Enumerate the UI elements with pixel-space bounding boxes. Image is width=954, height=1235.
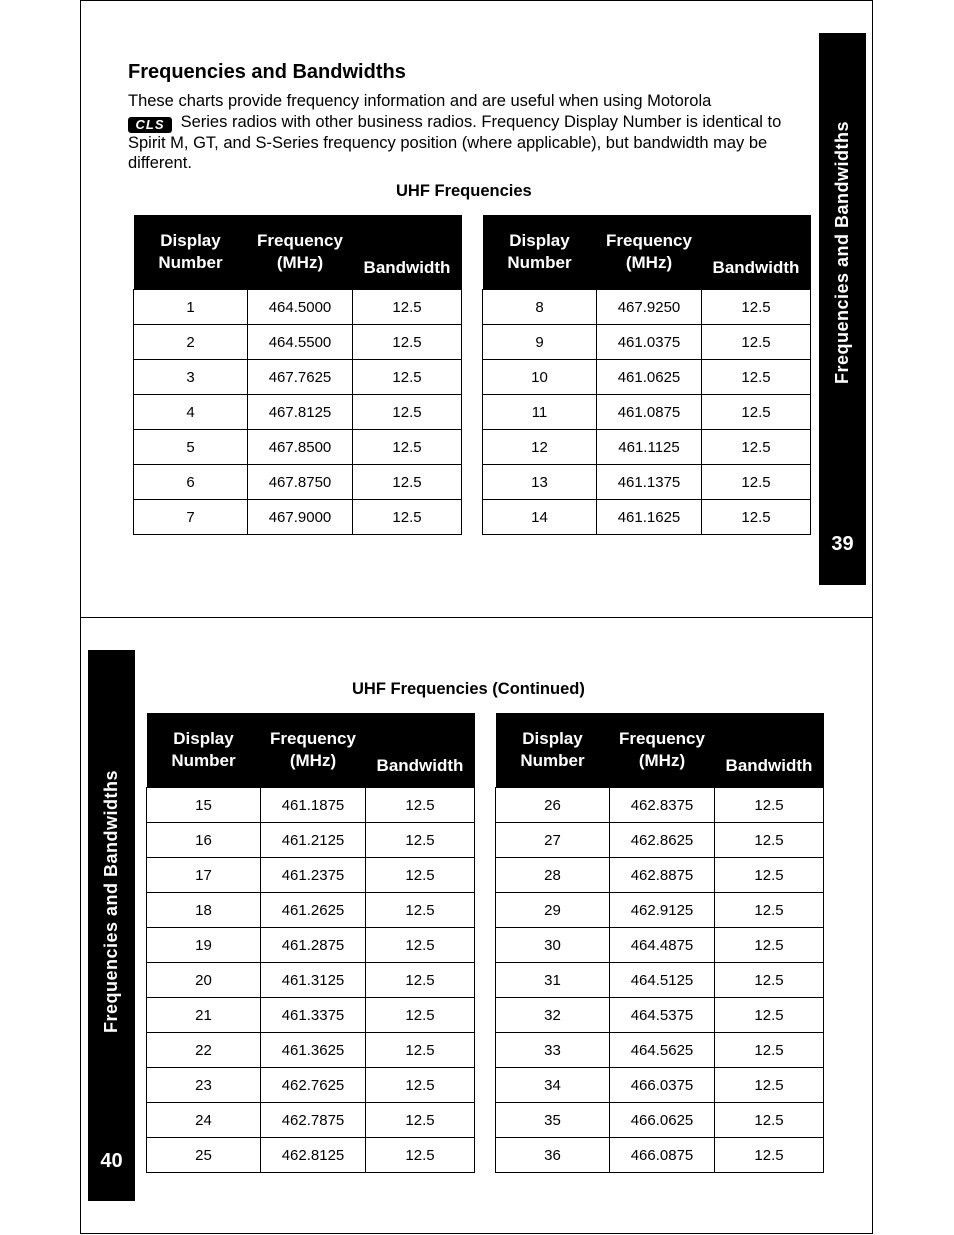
cell-bandwidth: 12.5 bbox=[353, 360, 462, 395]
cell-frequency: 467.7625 bbox=[248, 360, 353, 395]
table-row bbox=[483, 500, 811, 535]
table-row bbox=[496, 823, 824, 858]
cell-bandwidth: 12.5 bbox=[702, 430, 811, 465]
cls-logo: CLS bbox=[128, 117, 172, 133]
table-row bbox=[483, 465, 811, 500]
cell-display-number: 20 bbox=[147, 963, 261, 998]
intro-paragraph bbox=[128, 91, 798, 174]
side-tab-39 bbox=[819, 33, 866, 585]
cell-display-number: 5 bbox=[134, 430, 248, 465]
cell-display-number: 4 bbox=[134, 395, 248, 430]
page-number: 40 bbox=[100, 1150, 123, 1172]
cell-bandwidth: 12.5 bbox=[702, 360, 811, 395]
cell-frequency: 467.8750 bbox=[248, 465, 353, 500]
cell-bandwidth: 12.5 bbox=[715, 998, 824, 1033]
cell-bandwidth: 12.5 bbox=[366, 998, 475, 1033]
cell-bandwidth: 12.5 bbox=[715, 893, 824, 928]
table-row bbox=[134, 290, 462, 325]
cell-frequency: 462.9125 bbox=[610, 893, 715, 928]
frequency-table-3 bbox=[146, 713, 475, 1173]
cell-display-number: 23 bbox=[147, 1068, 261, 1103]
header-display-number: Display Number bbox=[496, 713, 610, 788]
cell-bandwidth: 12.5 bbox=[702, 395, 811, 430]
cell-bandwidth: 12.5 bbox=[353, 430, 462, 465]
cell-bandwidth: 12.5 bbox=[353, 325, 462, 360]
frequency-table-4 bbox=[495, 713, 824, 1173]
table-row bbox=[496, 928, 824, 963]
table-row bbox=[496, 788, 824, 823]
cell-display-number: 25 bbox=[147, 1138, 261, 1173]
cell-bandwidth: 12.5 bbox=[715, 1033, 824, 1068]
cell-frequency: 461.0375 bbox=[597, 325, 702, 360]
cell-frequency: 464.5375 bbox=[610, 998, 715, 1033]
cell-frequency: 462.8125 bbox=[261, 1138, 366, 1173]
cell-frequency: 464.5500 bbox=[248, 325, 353, 360]
intro-text-part1: These charts provide frequency information and are useful when using Motorola bbox=[128, 92, 712, 110]
table-header-row bbox=[134, 215, 462, 290]
table-row bbox=[496, 858, 824, 893]
table-row bbox=[134, 325, 462, 360]
cell-bandwidth: 12.5 bbox=[715, 858, 824, 893]
cell-display-number: 12 bbox=[483, 430, 597, 465]
table-row bbox=[483, 395, 811, 430]
cell-bandwidth: 12.5 bbox=[715, 788, 824, 823]
cell-frequency: 461.3375 bbox=[261, 998, 366, 1033]
table-row bbox=[147, 1103, 475, 1138]
header-bandwidth: Bandwidth bbox=[366, 713, 475, 788]
page-number: 39 bbox=[831, 533, 854, 555]
side-tab-40 bbox=[88, 650, 135, 1201]
page-40 bbox=[80, 617, 873, 1234]
header-frequency: Frequency (MHz) bbox=[248, 215, 353, 290]
cell-display-number: 24 bbox=[147, 1103, 261, 1138]
cell-frequency: 464.5000 bbox=[248, 290, 353, 325]
table-row bbox=[147, 998, 475, 1033]
cell-display-number: 35 bbox=[496, 1103, 610, 1138]
cell-bandwidth: 12.5 bbox=[366, 928, 475, 963]
cell-frequency: 461.0875 bbox=[597, 395, 702, 430]
cell-frequency: 466.0375 bbox=[610, 1068, 715, 1103]
cell-display-number: 6 bbox=[134, 465, 248, 500]
section-heading: UHF Frequencies (Continued) bbox=[352, 680, 585, 698]
cell-bandwidth: 12.5 bbox=[715, 963, 824, 998]
cell-bandwidth: 12.5 bbox=[366, 893, 475, 928]
page-39 bbox=[80, 0, 873, 618]
cell-frequency: 461.2625 bbox=[261, 893, 366, 928]
table-row bbox=[147, 788, 475, 823]
cell-frequency: 464.4875 bbox=[610, 928, 715, 963]
cell-frequency: 464.5125 bbox=[610, 963, 715, 998]
header-bandwidth: Bandwidth bbox=[702, 215, 811, 290]
cell-frequency: 466.0625 bbox=[610, 1103, 715, 1138]
cell-frequency: 461.3125 bbox=[261, 963, 366, 998]
cell-frequency: 462.7875 bbox=[261, 1103, 366, 1138]
table-row bbox=[496, 1103, 824, 1138]
cell-display-number: 9 bbox=[483, 325, 597, 360]
cell-frequency: 464.5625 bbox=[610, 1033, 715, 1068]
table-row bbox=[134, 430, 462, 465]
cell-display-number: 30 bbox=[496, 928, 610, 963]
table-row bbox=[483, 430, 811, 465]
cell-display-number: 2 bbox=[134, 325, 248, 360]
table-row bbox=[496, 893, 824, 928]
cell-frequency: 461.0625 bbox=[597, 360, 702, 395]
cell-frequency: 467.9000 bbox=[248, 500, 353, 535]
table-row bbox=[483, 290, 811, 325]
table-row bbox=[147, 893, 475, 928]
cell-bandwidth: 12.5 bbox=[353, 395, 462, 430]
header-frequency: Frequency (MHz) bbox=[610, 713, 715, 788]
cell-bandwidth: 12.5 bbox=[366, 858, 475, 893]
table-row bbox=[147, 1033, 475, 1068]
cell-bandwidth: 12.5 bbox=[366, 1068, 475, 1103]
table-row bbox=[147, 1068, 475, 1103]
table-row bbox=[134, 360, 462, 395]
cell-bandwidth: 12.5 bbox=[366, 788, 475, 823]
cell-frequency: 462.8625 bbox=[610, 823, 715, 858]
cell-frequency: 467.9250 bbox=[597, 290, 702, 325]
cell-display-number: 27 bbox=[496, 823, 610, 858]
table-row bbox=[496, 1138, 824, 1173]
cell-display-number: 1 bbox=[134, 290, 248, 325]
header-display-number: Display Number bbox=[147, 713, 261, 788]
cell-display-number: 36 bbox=[496, 1138, 610, 1173]
cell-frequency: 461.3625 bbox=[261, 1033, 366, 1068]
cell-bandwidth: 12.5 bbox=[366, 963, 475, 998]
header-display-number: Display Number bbox=[483, 215, 597, 290]
cell-frequency: 467.8500 bbox=[248, 430, 353, 465]
cell-frequency: 461.2375 bbox=[261, 858, 366, 893]
cell-display-number: 34 bbox=[496, 1068, 610, 1103]
table-row bbox=[147, 963, 475, 998]
table-row bbox=[496, 963, 824, 998]
table-row bbox=[134, 395, 462, 430]
cell-display-number: 28 bbox=[496, 858, 610, 893]
cell-frequency: 461.2125 bbox=[261, 823, 366, 858]
cell-display-number: 33 bbox=[496, 1033, 610, 1068]
cell-frequency: 466.0875 bbox=[610, 1138, 715, 1173]
cell-frequency: 461.2875 bbox=[261, 928, 366, 963]
table-row bbox=[134, 500, 462, 535]
cell-bandwidth: 12.5 bbox=[715, 928, 824, 963]
page-title: Frequencies and Bandwidths bbox=[128, 61, 406, 83]
table-row bbox=[496, 1033, 824, 1068]
header-display-number: Display Number bbox=[134, 215, 248, 290]
cell-frequency: 461.1625 bbox=[597, 500, 702, 535]
cell-bandwidth: 12.5 bbox=[366, 1103, 475, 1138]
intro-text-part2: Series radios with other business radios. Frequency Display Number is identical to Spirit M, GT, and S-Series frequency position (where applicable), but bandwidth may be different. bbox=[128, 112, 782, 172]
cell-display-number: 22 bbox=[147, 1033, 261, 1068]
cell-display-number: 11 bbox=[483, 395, 597, 430]
cell-bandwidth: 12.5 bbox=[715, 1068, 824, 1103]
cell-bandwidth: 12.5 bbox=[702, 500, 811, 535]
cell-frequency: 461.1375 bbox=[597, 465, 702, 500]
cell-bandwidth: 12.5 bbox=[353, 465, 462, 500]
cell-frequency: 461.1125 bbox=[597, 430, 702, 465]
cell-display-number: 7 bbox=[134, 500, 248, 535]
cell-bandwidth: 12.5 bbox=[702, 290, 811, 325]
header-frequency: Frequency (MHz) bbox=[261, 713, 366, 788]
header-bandwidth: Bandwidth bbox=[715, 713, 824, 788]
table-row bbox=[483, 360, 811, 395]
header-bandwidth: Bandwidth bbox=[353, 215, 462, 290]
cell-display-number: 16 bbox=[147, 823, 261, 858]
table-row bbox=[483, 325, 811, 360]
table-row bbox=[147, 858, 475, 893]
cell-bandwidth: 12.5 bbox=[366, 1138, 475, 1173]
cell-frequency: 467.8125 bbox=[248, 395, 353, 430]
section-heading: UHF Frequencies bbox=[396, 182, 532, 200]
cell-display-number: 21 bbox=[147, 998, 261, 1033]
cell-bandwidth: 12.5 bbox=[366, 1033, 475, 1068]
side-tab-title: Frequencies and Bandwidths bbox=[832, 120, 852, 385]
cell-frequency: 462.7625 bbox=[261, 1068, 366, 1103]
cell-display-number: 26 bbox=[496, 788, 610, 823]
frequency-table-2 bbox=[482, 215, 811, 535]
table-header-row bbox=[147, 713, 475, 788]
table-row bbox=[496, 998, 824, 1033]
cell-display-number: 17 bbox=[147, 858, 261, 893]
cell-display-number: 10 bbox=[483, 360, 597, 395]
cell-frequency: 462.8875 bbox=[610, 858, 715, 893]
cell-bandwidth: 12.5 bbox=[702, 325, 811, 360]
header-frequency: Frequency (MHz) bbox=[597, 215, 702, 290]
cell-frequency: 461.1875 bbox=[261, 788, 366, 823]
cell-display-number: 32 bbox=[496, 998, 610, 1033]
cell-display-number: 14 bbox=[483, 500, 597, 535]
cell-display-number: 8 bbox=[483, 290, 597, 325]
cell-bandwidth: 12.5 bbox=[702, 465, 811, 500]
cell-display-number: 19 bbox=[147, 928, 261, 963]
cell-display-number: 29 bbox=[496, 893, 610, 928]
cell-bandwidth: 12.5 bbox=[715, 1103, 824, 1138]
frequency-table-1 bbox=[133, 215, 462, 535]
table-row bbox=[147, 823, 475, 858]
cell-bandwidth: 12.5 bbox=[715, 1138, 824, 1173]
cell-frequency: 462.8375 bbox=[610, 788, 715, 823]
cell-display-number: 15 bbox=[147, 788, 261, 823]
table-header-row bbox=[483, 215, 811, 290]
cell-bandwidth: 12.5 bbox=[353, 500, 462, 535]
table-row bbox=[134, 465, 462, 500]
cell-display-number: 31 bbox=[496, 963, 610, 998]
cell-display-number: 13 bbox=[483, 465, 597, 500]
table-row bbox=[147, 928, 475, 963]
table-header-row bbox=[496, 713, 824, 788]
cell-bandwidth: 12.5 bbox=[715, 823, 824, 858]
side-tab-title: Frequencies and Bandwidths bbox=[101, 769, 121, 1034]
cell-bandwidth: 12.5 bbox=[353, 290, 462, 325]
cell-bandwidth: 12.5 bbox=[366, 823, 475, 858]
table-row bbox=[147, 1138, 475, 1173]
table-row bbox=[496, 1068, 824, 1103]
cell-display-number: 3 bbox=[134, 360, 248, 395]
cell-display-number: 18 bbox=[147, 893, 261, 928]
